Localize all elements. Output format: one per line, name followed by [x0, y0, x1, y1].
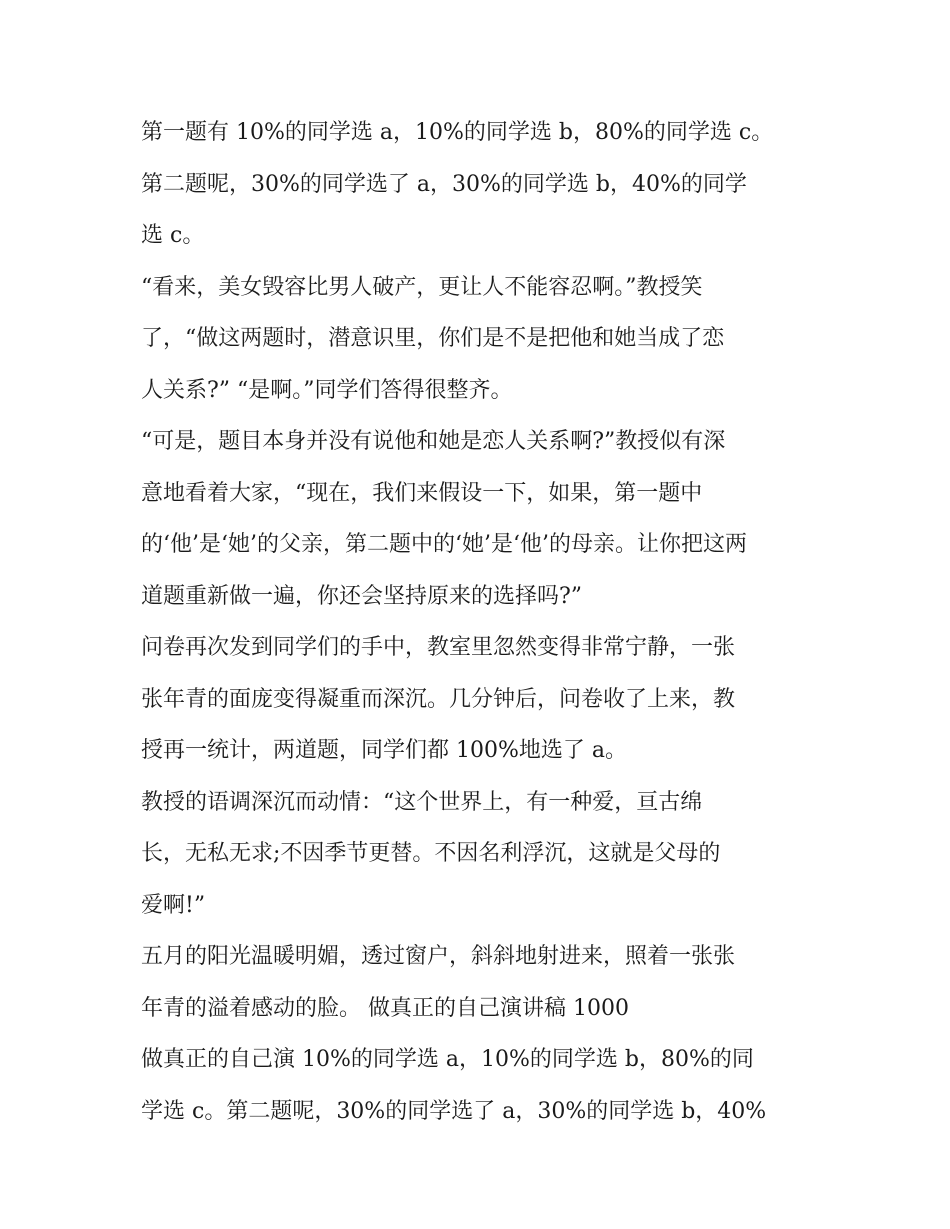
text-line-10: 道题重新做一遍，你还会坚持原来的选择吗?” [141, 583, 583, 609]
text-line-18: 年青的溢着感动的脸。 做真正的自己演讲稿 1000 [141, 995, 629, 1021]
text-line-6: 人关系?” “是啊。”同学们答得很整齐。 [141, 377, 513, 403]
text-line-3: 选 c。 [141, 223, 205, 248]
text-line-5: 了，“做这两题时，潜意识里，你们是不是把他和她当成了恋 [141, 326, 725, 351]
text-line-7: “可是，题目本身并没有说他和她是恋人关系啊?”教授似有深 [141, 429, 726, 454]
text-line-8: 意地看着大家，“现在，我们来假设一下，如果，第一题中 [141, 480, 703, 506]
text-line-1: 第一题有 10%的同学选 a，10%的同学选 b，80%的同学选 c。 [141, 120, 774, 145]
text-line-12: 张年青的面庞变得凝重而深沉。几分钟后，问卷收了上来，教 [141, 686, 736, 712]
text-line-4: “看来，美女毁容比男人破产，更让人不能容忍啊。”教授笑 [141, 274, 703, 300]
text-line-16: 爱啊!” [141, 892, 206, 918]
text-line-13: 授再一统计，两道题，同学们都 100%地选了 a。 [141, 738, 627, 763]
text-line-15: 长，无私无求;不因季节更替。不因名利浮沉，这就是父母的 [141, 841, 721, 866]
text-line-2: 第二题呢，30%的同学选了 a，30%的同学选 b，40%的同学 [141, 171, 747, 197]
text-line-17: 五月的阳光温暖明媚，透过窗户，斜斜地射进来，照着一张张 [141, 944, 736, 969]
text-line-20: 学选 c。第二题呢，30%的同学选了 a，30%的同学选 b，40% [141, 1098, 767, 1124]
text-line-9: 的‘他’是‘她’的父亲，第二题中的‘她’是‘他’的母亲。让你把这两 [141, 532, 747, 557]
text-line-14: 教授的语调深沉而动情：“这个世界上，有一种爱，亘古绵 [141, 789, 703, 815]
text-line-11: 问卷再次发到同学们的手中，教室里忽然变得非常宁静，一张 [141, 635, 736, 660]
text-line-19: 做真正的自己演 10%的同学选 a，10%的同学选 b，80%的同 [141, 1047, 754, 1072]
body-text [141, 107, 821, 1137]
